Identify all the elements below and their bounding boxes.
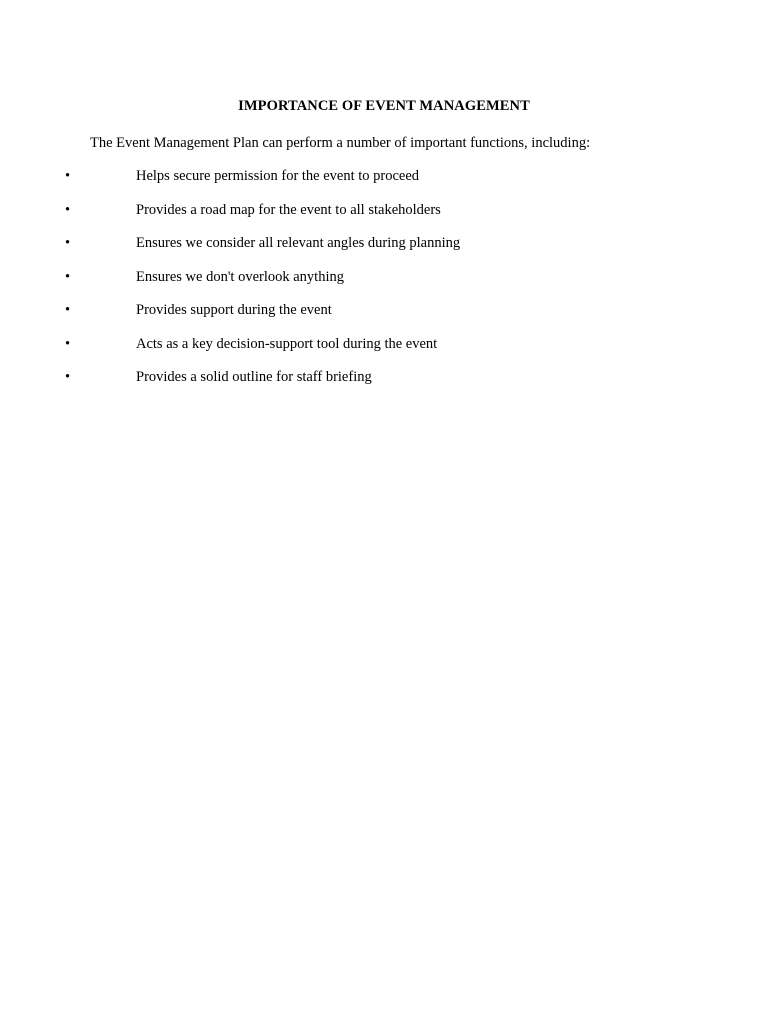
list-item	[0, 200, 768, 234]
list-item-text: Helps secure permission for the event to proceed	[136, 168, 420, 184]
list-item-text: Provides a solid outline for staff briefing	[136, 369, 372, 385]
list-item	[0, 233, 768, 267]
bullet-icon: •	[65, 268, 71, 285]
bullet-icon: •	[65, 201, 71, 218]
functions-bullet-list	[0, 166, 768, 401]
list-item-text: Provides support during the event	[136, 302, 332, 318]
list-item	[0, 166, 768, 200]
list-item	[0, 367, 768, 401]
bullet-icon: •	[65, 369, 71, 385]
intro-paragraph: The Event Management Plan can perform a number of important functions, including:	[90, 135, 591, 151]
list-item	[0, 334, 768, 368]
bullet-icon: •	[65, 235, 71, 251]
list-item	[0, 267, 768, 301]
bullet-icon: •	[65, 335, 71, 352]
bullet-icon: •	[65, 168, 71, 184]
document-title: IMPORTANCE OF EVENT MANAGEMENT	[238, 98, 530, 114]
list-item-text: Provides a road map for the event to all stakeholders	[136, 201, 441, 218]
list-item-text: Ensures we don't overlook anything	[136, 268, 344, 285]
list-item-text: Ensures we consider all relevant angles during planning	[136, 235, 461, 251]
bullet-icon: •	[65, 302, 71, 318]
list-item	[0, 300, 768, 334]
list-item-text: Acts as a key decision-support tool during the event	[136, 335, 438, 352]
